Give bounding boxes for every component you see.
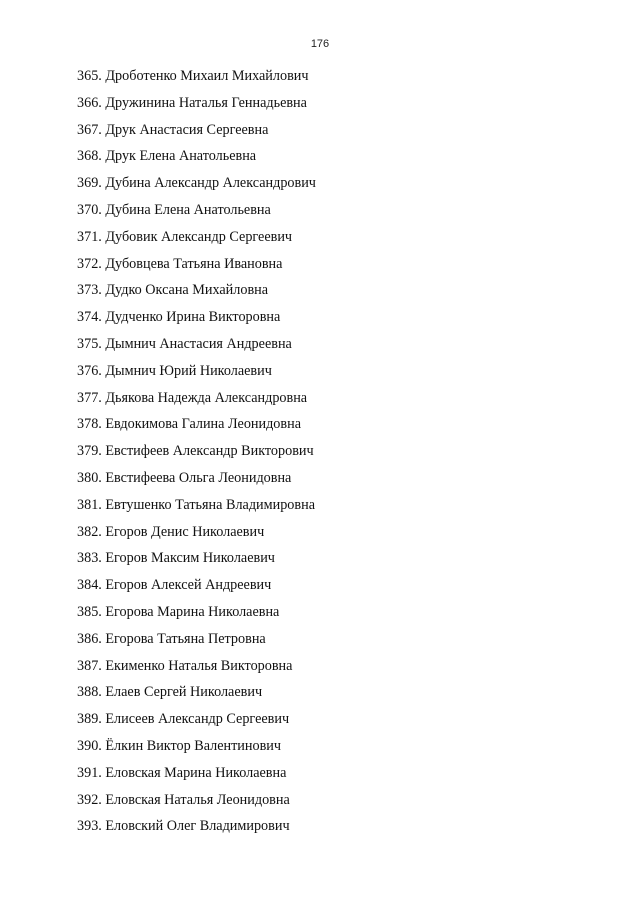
list-item: 393. Еловский Олег Владимирович [77,818,290,835]
list-item: 383. Егоров Максим Николаевич [77,550,275,567]
list-item: 369. Дубина Александр Александрович [77,175,316,192]
list-item: 388. Елаев Сергей Николаевич [77,684,263,701]
list-item: 391. Еловская Марина Николаевна [77,764,287,781]
list-item: 370. Дубина Елена Анатольевна [77,201,271,218]
list-item: 368. Друк Елена Анатольевна [77,148,257,165]
list-item: 380. Евстифеева Ольга Леонидовна [77,469,292,486]
list-item: 382. Егоров Денис Николаевич [77,523,265,540]
list-item: 389. Елисеев Александр Сергеевич [77,711,290,728]
list-item: 392. Еловская Наталья Леонидовна [77,791,290,808]
list-item: 381. Евтушенко Татьяна Владимировна [77,496,315,513]
name-list [77,63,316,840]
list-item: 384. Егоров Алексей Андреевич [77,577,272,594]
list-item: 385. Егорова Марина Николаевна [77,603,280,620]
list-item: 386. Егорова Татьяна Петровна [77,630,266,647]
list-item: 379. Евстифеев Александр Викторович [77,443,314,460]
list-item: 390. Ёлкин Виктор Валентинович [77,737,282,754]
list-item: 375. Дымнич Анастасия Андреевна [77,335,292,352]
list-item: 373. Дудко Оксана Михайловна [77,282,269,299]
list-item: 371. Дубовик Александр Сергеевич [77,228,293,245]
list-item: 372. Дубовцева Татьяна Ивановна [77,255,283,272]
list-item: 374. Дудченко Ирина Викторовна [77,309,281,326]
page-number: 176 [310,38,330,50]
list-item: 366. Дружинина Наталья Геннадьевна [77,94,307,111]
list-item: 376. Дымнич Юрий Николаевич [77,362,272,379]
list-item: 378. Евдокимова Галина Леонидовна [77,416,301,433]
list-item: 365. Дроботенко Михаил Михайлович [77,68,309,84]
list-item: 367. Друк Анастасия Сергеевна [77,121,269,138]
list-item: 377. Дьякова Надежда Александровна [77,389,308,406]
list-item: 387. Екименко Наталья Викторовна [77,657,293,674]
